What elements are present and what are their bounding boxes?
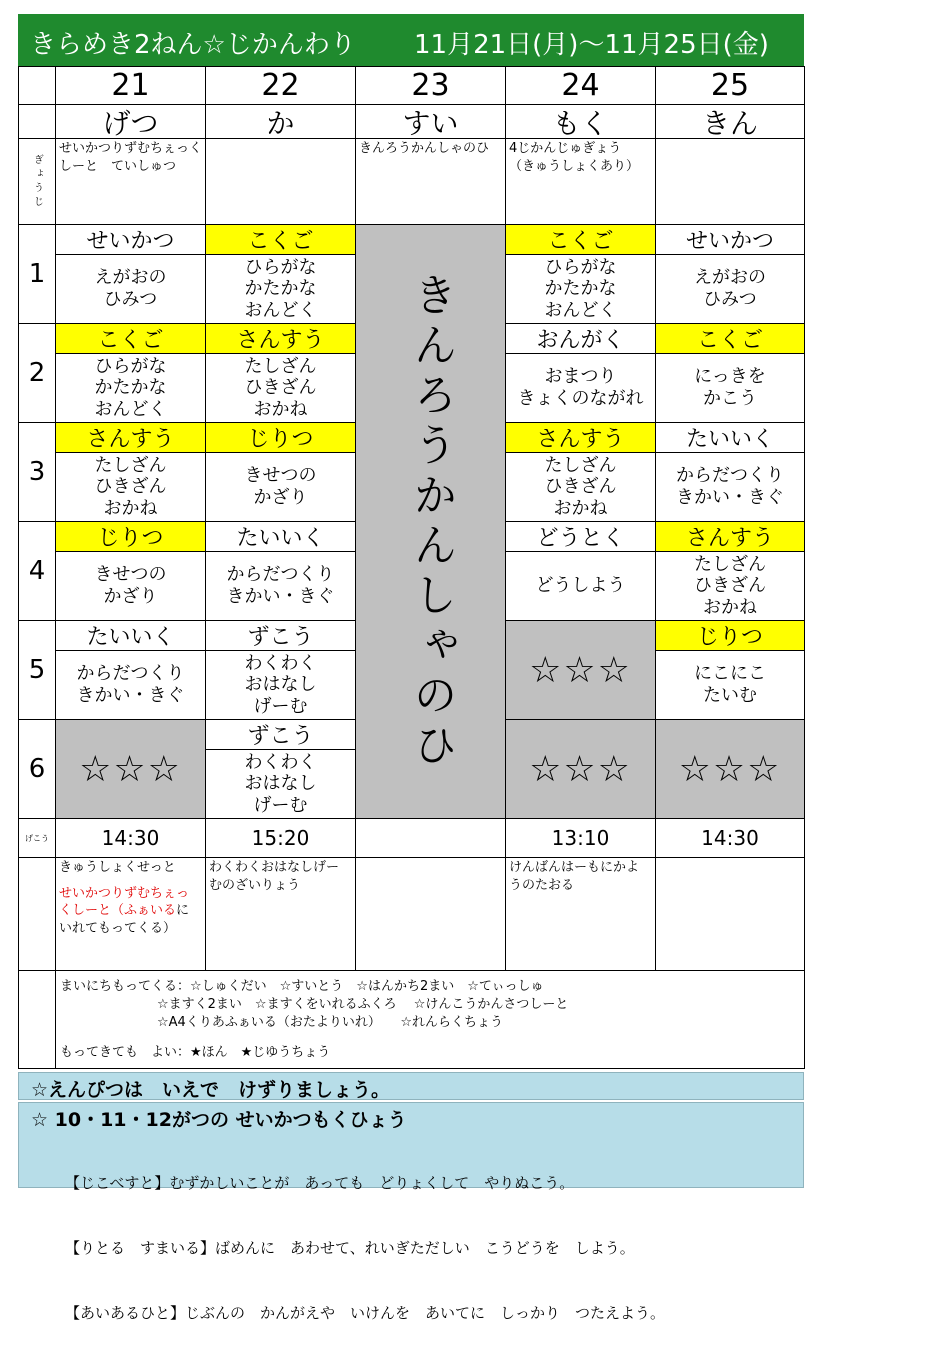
lesson-content: からだつくり きかい・きぐ bbox=[655, 452, 805, 522]
belongings-mon bbox=[55, 857, 206, 971]
title-dates: 11月21日(月)～11月25日(金) bbox=[414, 30, 769, 60]
daily-items bbox=[55, 970, 805, 1069]
gyouji-label: ぎょうじ bbox=[31, 153, 43, 210]
dismissal-time bbox=[355, 818, 506, 858]
lesson-content: たしざん ひきざん おかね bbox=[205, 353, 356, 423]
lesson-content: えがおの ひみつ bbox=[55, 254, 206, 324]
lesson-content: きせつの かざり bbox=[205, 452, 356, 522]
lesson-content: おまつり きょくのながれ bbox=[505, 353, 656, 423]
lesson-content: わくわく おはなし げーむ bbox=[205, 749, 356, 819]
subject-name: さんすう bbox=[55, 422, 206, 453]
subject-name: こくご bbox=[55, 323, 206, 354]
title-bar bbox=[18, 14, 804, 66]
subject-name: せいかつ bbox=[55, 224, 206, 255]
goals-list bbox=[65, 1129, 665, 1368]
empty-period-stars: ☆☆☆ bbox=[505, 620, 656, 720]
subject-name: どうとく bbox=[505, 521, 656, 552]
lesson-content: たしざん ひきざん おかね bbox=[505, 452, 656, 522]
dismissal-time: 14:30 bbox=[655, 818, 805, 858]
day-number: 25 bbox=[655, 66, 805, 105]
goal-line: 【あいあるひと】じぶんの かんがえや いけんを あいてに しっかり つたえよう。 bbox=[65, 1304, 666, 1322]
belongings-fri bbox=[655, 857, 805, 971]
period-number: 6 bbox=[18, 719, 56, 819]
day-yomi: きん bbox=[655, 104, 805, 139]
pencil-note-text: ☆えんぴつは いえで けずりましょう。 bbox=[31, 1079, 391, 1101]
period-number: 2 bbox=[18, 323, 56, 423]
corner-cell-top bbox=[18, 66, 56, 105]
subject-name: ずこう bbox=[205, 719, 356, 750]
gekou-label: げこう bbox=[25, 833, 49, 843]
day-number: 24 bbox=[505, 66, 656, 105]
day-number: 23 bbox=[355, 66, 506, 105]
daily-line: ☆A4くりあふぁいる（おたよりいれ） ☆れんらくちょう bbox=[157, 1015, 503, 1030]
empty-period-stars: ☆☆☆ bbox=[655, 719, 805, 819]
subject-name: じりつ bbox=[655, 620, 805, 651]
period-number: 1 bbox=[18, 224, 56, 324]
subject-name: ずこう bbox=[205, 620, 356, 651]
lesson-content: からだつくり きかい・きぐ bbox=[205, 551, 356, 621]
period-number: 3 bbox=[18, 422, 56, 522]
daily-label-cell bbox=[18, 970, 56, 1069]
belongings-tue: わくわくおはなしげー むのざいりょう bbox=[205, 857, 356, 971]
dismissal-time: 14:30 bbox=[55, 818, 206, 858]
empty-period-stars: ☆☆☆ bbox=[505, 719, 656, 819]
gyouji-note: 4じかんじゅぎょう （きゅうしょくあり） bbox=[505, 138, 656, 225]
subject-name: さんすう bbox=[205, 323, 356, 354]
gyouji-note: せいかつりずむちぇっく しーと ていしゅつ bbox=[55, 138, 206, 225]
belongings-thu: けんばんはーもにかよ うのたおる bbox=[505, 857, 656, 971]
gyouji-note: きんろうかんしゃのひ bbox=[355, 138, 506, 225]
period-number: 5 bbox=[18, 620, 56, 720]
subject-name: こくご bbox=[505, 224, 656, 255]
day-yomi: もく bbox=[505, 104, 656, 139]
dismissal-time: 15:20 bbox=[205, 818, 356, 858]
gyouji-note bbox=[655, 138, 805, 225]
subject-name: こくご bbox=[205, 224, 356, 255]
dismissal-time: 13:10 bbox=[505, 818, 656, 858]
lesson-content: ひらがな かたかな おんどく bbox=[205, 254, 356, 324]
gyouji-note bbox=[205, 138, 356, 225]
subject-name: さんすう bbox=[655, 521, 805, 552]
subject-name: たいいく bbox=[655, 422, 805, 453]
day-number: 22 bbox=[205, 66, 356, 105]
belonging-item-red: せいかつりずむちぇっ くしーと（ふぁいる bbox=[59, 885, 190, 919]
lesson-content: たしざん ひきざん おかね bbox=[55, 452, 206, 522]
day-number: 21 bbox=[55, 66, 206, 105]
goals-title: ☆ 10・11・12がつの せいかつもくひょう bbox=[31, 1109, 407, 1131]
subject-name: こくご bbox=[655, 323, 805, 354]
subject-name: たいいく bbox=[205, 521, 356, 552]
belonging-item bbox=[59, 885, 202, 938]
subject-name: せいかつ bbox=[655, 224, 805, 255]
lesson-content: わくわく おはなし げーむ bbox=[205, 650, 356, 720]
holiday-column bbox=[355, 224, 506, 819]
subject-name: さんすう bbox=[505, 422, 656, 453]
day-yomi: か bbox=[205, 104, 356, 139]
subject-name: じりつ bbox=[55, 521, 206, 552]
day-yomi: すい bbox=[355, 104, 506, 139]
empty-period-stars: ☆☆☆ bbox=[55, 719, 206, 819]
goal-line: 【じこべすと】むずかしいことが あっても どりょくして やりぬこう。 bbox=[65, 1173, 575, 1192]
belongings-label-cell bbox=[18, 857, 56, 971]
goals-box bbox=[18, 1102, 804, 1322]
daily-line: まいにちもってくる：☆しゅくだい ☆すいとう ☆はんかち2まい ☆てぃっしゅ bbox=[60, 979, 544, 994]
lesson-content: たしざん ひきざん おかね bbox=[655, 551, 805, 621]
subject-name: おんがく bbox=[505, 323, 656, 354]
optional-items: もってきても よい：★ほん ★じゆうちょう bbox=[60, 1045, 331, 1060]
period-number: 4 bbox=[18, 521, 56, 621]
day-yomi: げつ bbox=[55, 104, 206, 139]
holiday-label: きんろうかんしゃのひ bbox=[405, 271, 457, 772]
lesson-content: にっきを かこう bbox=[655, 353, 805, 423]
lesson-content: えがおの ひみつ bbox=[655, 254, 805, 324]
belongings-wed bbox=[355, 857, 506, 971]
subject-name: じりつ bbox=[205, 422, 356, 453]
lesson-content: きせつの かざり bbox=[55, 551, 206, 621]
belonging-item-tail: に いれてもってくる） bbox=[59, 903, 190, 936]
title-name: きらめき2ねん☆じかんわり bbox=[30, 30, 356, 60]
belonging-item: きゅうしょくせっと bbox=[59, 860, 176, 875]
lesson-content: ひらがな かたかな おんどく bbox=[55, 353, 206, 423]
lesson-content: ひらがな かたかな おんどく bbox=[505, 254, 656, 324]
lesson-content: にこにこ たいむ bbox=[655, 650, 805, 720]
corner-cell-bottom bbox=[18, 104, 56, 139]
lesson-content: どうしよう bbox=[505, 551, 656, 621]
daily-line: ☆ますく2まい ☆ますくをいれるふくろ ☆けんこうかんさつしーと bbox=[157, 997, 569, 1012]
subject-name: たいいく bbox=[55, 620, 206, 651]
lesson-content: からだつくり きかい・きぐ bbox=[55, 650, 206, 720]
gyouji-label-cell bbox=[18, 138, 56, 225]
goal-line: 【りとる すまいる】ばめんに あわせて、れいぎただしい こうどうを しよう。 bbox=[65, 1238, 635, 1257]
gekou-label-cell bbox=[18, 818, 56, 858]
pencil-note bbox=[18, 1072, 804, 1100]
